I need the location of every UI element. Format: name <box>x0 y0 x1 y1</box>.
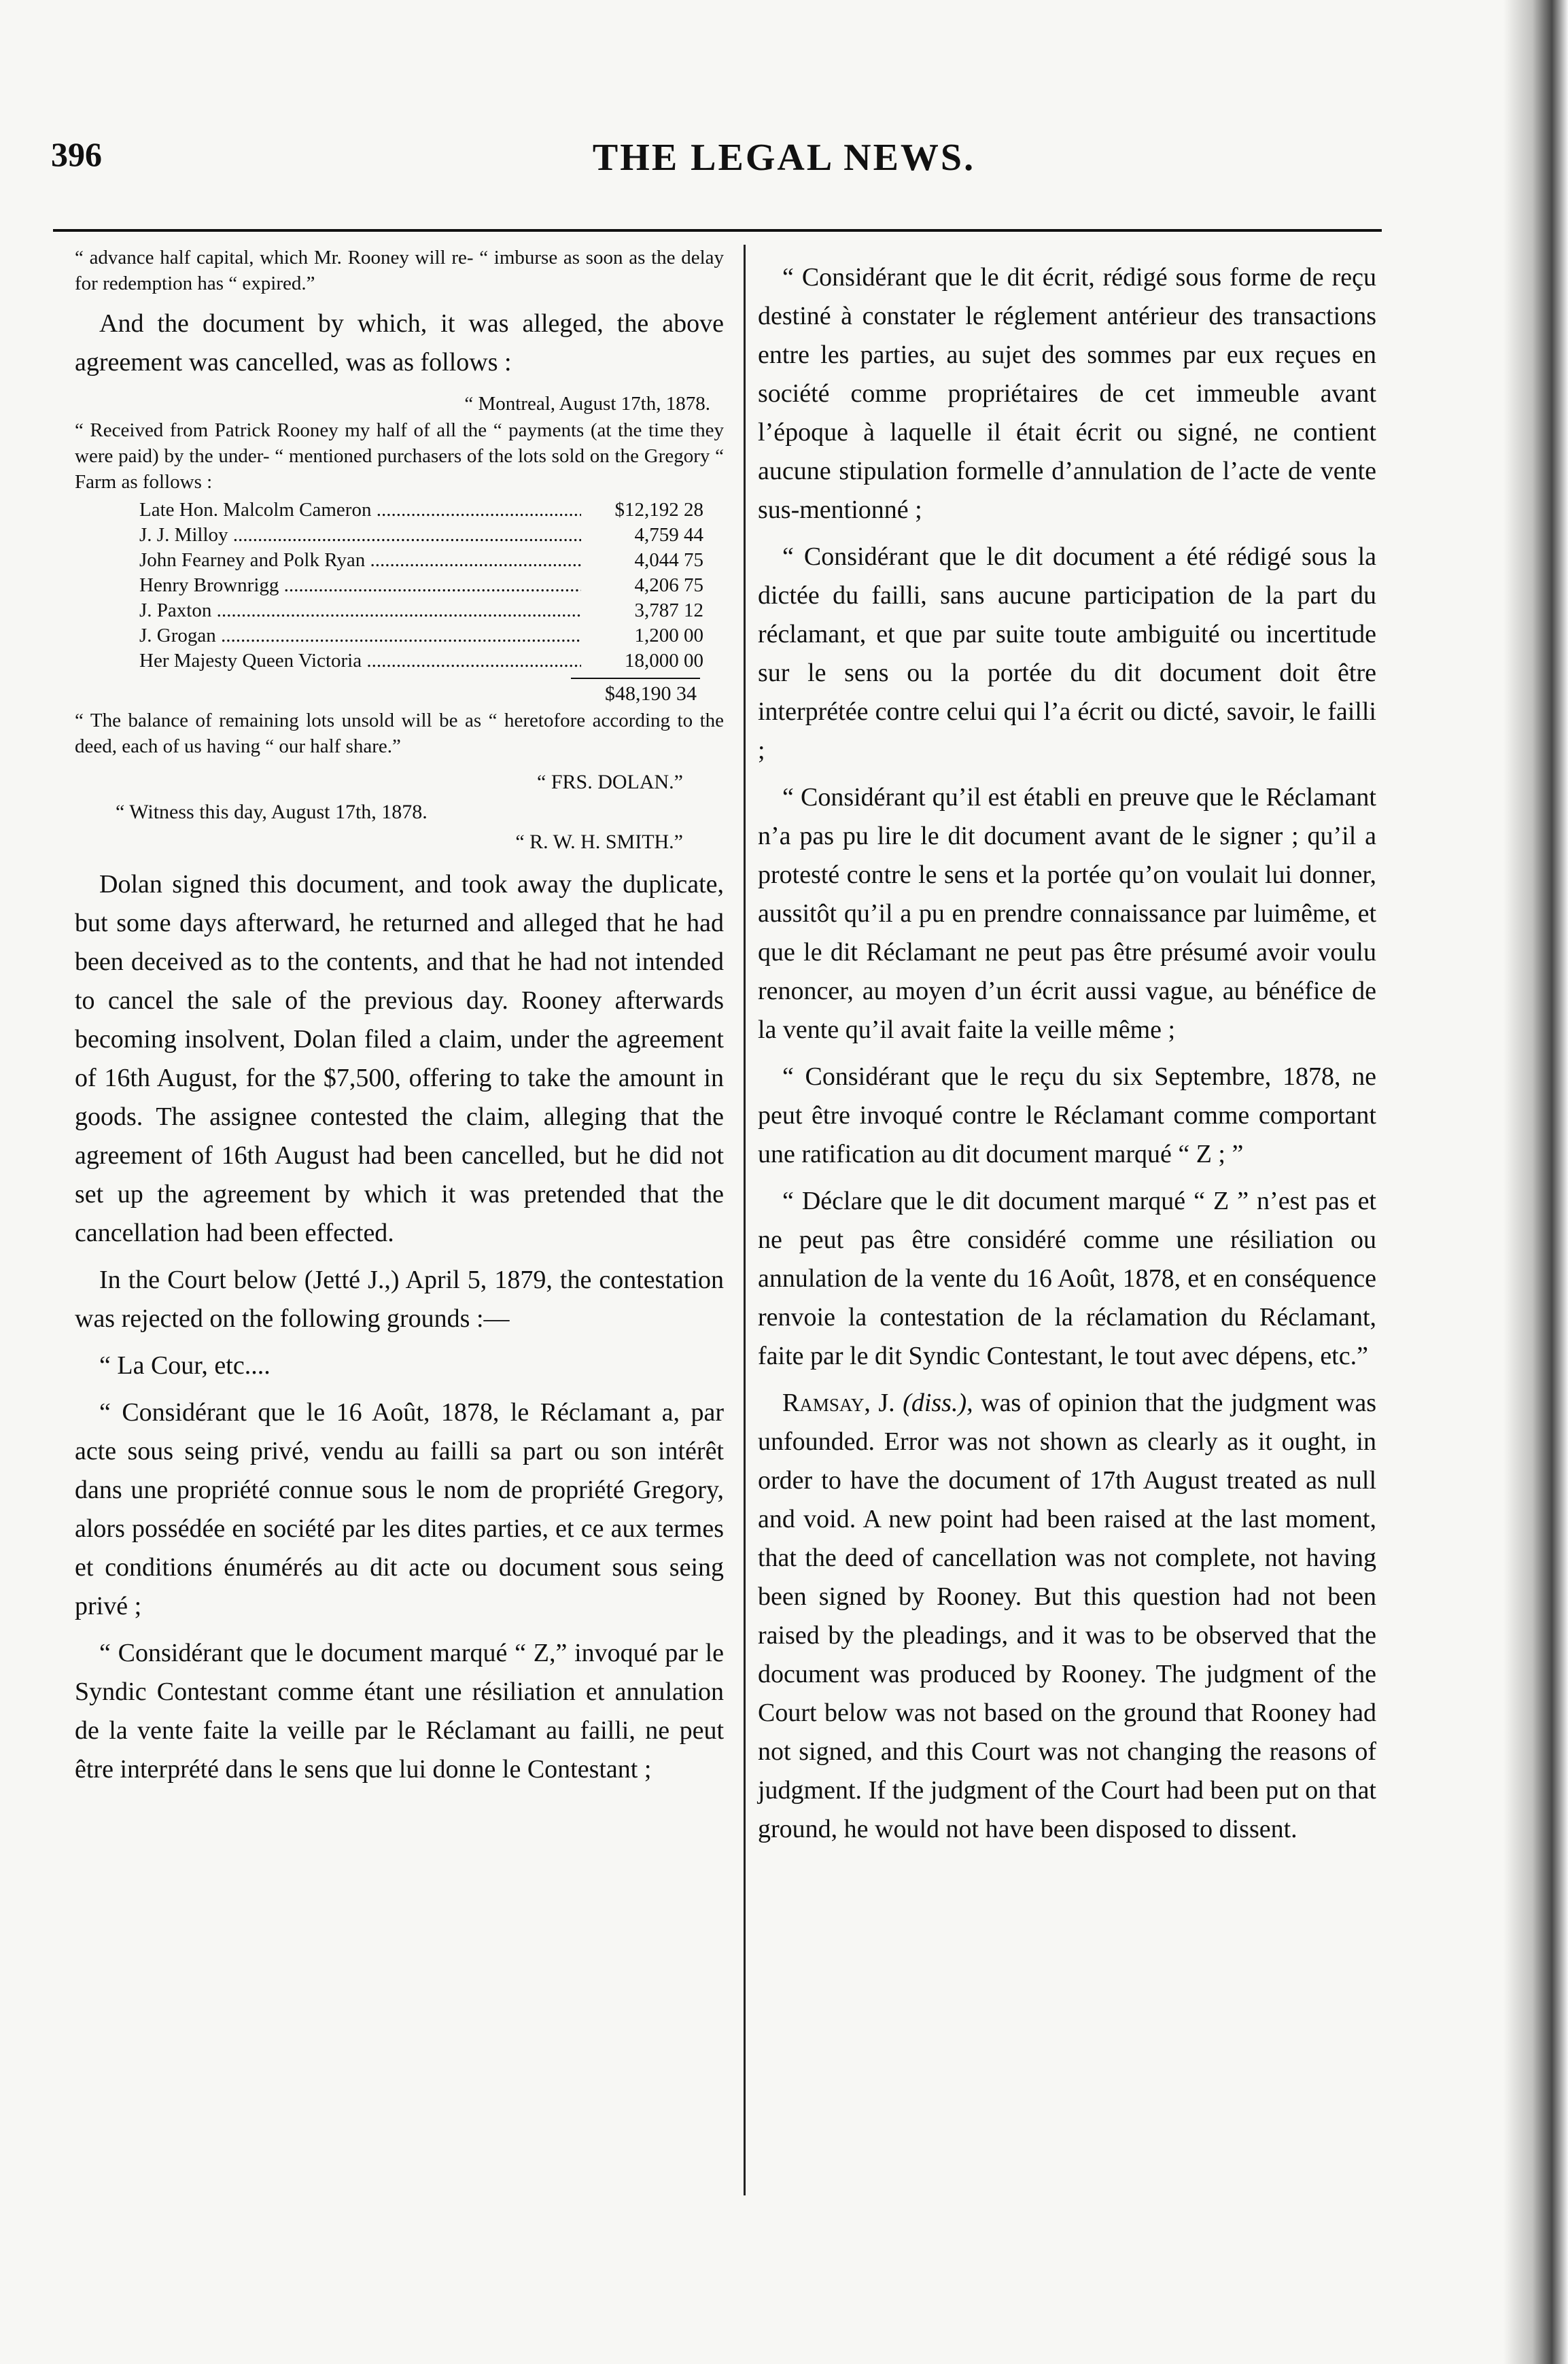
paragraph: “ Considérant que le document marqué “ Z,” invoqué par le Syndic Contestant comme étant une résiliation et annulation de la vente faite la veille par le Réclamant au failli, ne peut être interprété dans le sens que lui donne le Contestant ; <box>75 1639 724 1784</box>
signature-dolan: “ FRS. DOLAN.” <box>537 771 683 793</box>
paragraph-text: was of opinion that the judgment was unfounded. Error was not shown as clearly as it ought, in order to have the document of 17th August treated as null and void. A new point had been raised at the last moment, that the deed of cancellation was not complete, not having been signed by Rooney. But this question had not been raised by the pleadings, and it was to be observed that the document was produced by Rooney. The judgment of the Court below was not based on the ground that Rooney had not signed, and this Court was not changing the reasons of judgment. If the judgment of the Court had been put on that ground, he would not have been disposed to dissent. <box>758 1389 1376 1843</box>
payment-row <box>139 548 703 573</box>
payment-total: $48,190 34 <box>605 682 697 705</box>
dateline: “ Montreal, August 17th, 1878. <box>464 393 710 415</box>
left-column <box>75 245 724 1789</box>
paragraph: “ Considérant que le reçu du six Septembre, 1878, ne peut être invoqué contre le Réclamant comme comportant une ratification au dit document marqué “ Z ; ” <box>758 1062 1376 1168</box>
payment-amount: 4,759 44 <box>581 523 703 548</box>
receipt-text: “ Received from Patrick Rooney my half of all the “ payments (at the time they were paid) by the under- “ mentioned purchasers of the lots sold on the Gregory “ Farm as follows : <box>75 419 724 493</box>
dissent-note: (diss.), <box>903 1389 973 1417</box>
payment-row <box>139 648 703 674</box>
payment-amount: 18,000 00 <box>581 648 703 674</box>
right-column <box>758 245 1376 1849</box>
payment-name: Her Majesty Queen Victoria ..... <box>139 648 581 674</box>
paragraph: “ Déclare que le dit document marqué “ Z ” n’est pas et ne peut pas être considéré comme une résiliation ou annulation de la vente du 16 Août, 1878, et en conséquence renvoie la contestation de la réclamation du Réclamant, faite par le dit Syndic Contestant, le tout avec dépens, etc.” <box>758 1187 1376 1370</box>
payment-name: J. Paxton ..... <box>139 598 581 623</box>
paragraph-ramsay <box>758 1384 1376 1849</box>
payment-amount: 1,200 00 <box>581 623 703 648</box>
payment-amount: 4,044 75 <box>581 548 703 573</box>
paragraph: “ Considérant que le 16 Août, 1878, le Réclamant a, par acte sous seing privé, vendu au failli sa part ou son intérêt dans une propriété connue sous le nom de propriété Gregory, alors possédée en société par les dites parties, et ce aux termes et conditions énumérés au dit acte ou document sous seing privé ; <box>75 1398 724 1620</box>
page-edge-shadow <box>1503 0 1568 2364</box>
payment-row <box>139 573 703 598</box>
payment-row <box>139 498 703 523</box>
paragraph: “ Considérant que le dit document a été rédigé sous la dictée du failli, sans aucune participation de la part du réclamant, et que par suite toute ambiguité ou incertitude sur le sens ou la portée du dit document doit être interprétée contre celui qui l’a écrit ou dicté, savoir, le failli ; <box>758 542 1376 765</box>
witness-line: “ Witness this day, August 17th, 1878. <box>116 801 428 823</box>
signature-smith: “ R. W. H. SMITH.” <box>515 831 683 853</box>
payment-amount: 4,206 75 <box>581 573 703 598</box>
payment-name: John Fearney and Polk Ryan ..... <box>139 548 581 573</box>
paragraph: “ La Cour, etc.... <box>99 1351 271 1380</box>
paragraph: Dolan signed this document, and took away the duplicate, but some days afterward, he returned and alleged that he had been deceived as to the contents, and that he had not intended to cancel the sale of the previous day. Rooney afterwards becoming insolvent, Dolan filed a claim, under the agreement of 16th August, for the $7,500, offering to take the amount in goods. The assignee contested the claim, alleging that the agreement of 16th August had been cancelled, but he did not set up the agreement by which it was pretended that the cancellation had been effected. <box>75 870 724 1247</box>
paragraph: In the Court below (Jetté J.,) April 5, 1879, the contestation was rejected on the following grounds :— <box>75 1266 724 1333</box>
running-head: THE LEGAL NEWS. <box>592 137 976 179</box>
payment-row <box>139 523 703 548</box>
paragraph: “ Considérant qu’il est établi en preuve que le Réclamant n’a pas pu lire le dit document avant de le signer ; qu’il a protesté contre le sens et la portée qu’on voulait lui donner, aussitôt qu’il a pu en prendre connaissance par luimême, et que le dit Réclamant ne peut pas être présumé avoir voulu renoncer, au moyen d’un écrit aussi vague, au bénéfice de la vente qu’il avait faite la veille même ; <box>758 783 1376 1044</box>
page-number: 396 <box>51 135 102 173</box>
judge-name: Ramsay, J. <box>782 1389 895 1417</box>
payment-name: Henry Brownrigg ..... <box>139 573 581 598</box>
payment-list <box>139 498 703 674</box>
header-rule <box>53 229 1382 232</box>
paragraph: “ Considérant que le dit écrit, rédigé sous forme de reçu destiné à constater le réglement antérieur des transactions entre les parties, au sujet des sommes par eux reçues en société comme propriétaires de cet immeuble avant l’époque à laquelle il était écrit ou signé, ne contient aucune stipulation formelle d’annulation de l’acte de vente sus-mentionné ; <box>758 263 1376 524</box>
payment-row <box>139 623 703 648</box>
column-divider <box>744 245 746 2195</box>
payment-name: J. J. Milloy ..... <box>139 523 581 548</box>
balance-text: “ The balance of remaining lots unsold will be as “ heretofore according to the deed, each of us having “ our half share.” <box>75 710 724 757</box>
payment-name: Late Hon. Malcolm Cameron ..... <box>139 498 581 523</box>
payment-amount: $12,192 28 <box>581 498 703 523</box>
quote-continuation: “ advance half capital, which Mr. Rooney will re- “ imburse as soon as the delay for redemption has “ expired.” <box>75 247 724 294</box>
payment-row <box>139 598 703 623</box>
payment-amount: 3,787 12 <box>581 598 703 623</box>
paragraph: And the document by which, it was alleged, the above agreement was cancelled, was as follows : <box>75 309 724 377</box>
total-rule <box>571 678 700 679</box>
payment-name: J. Grogan ..... <box>139 623 581 648</box>
